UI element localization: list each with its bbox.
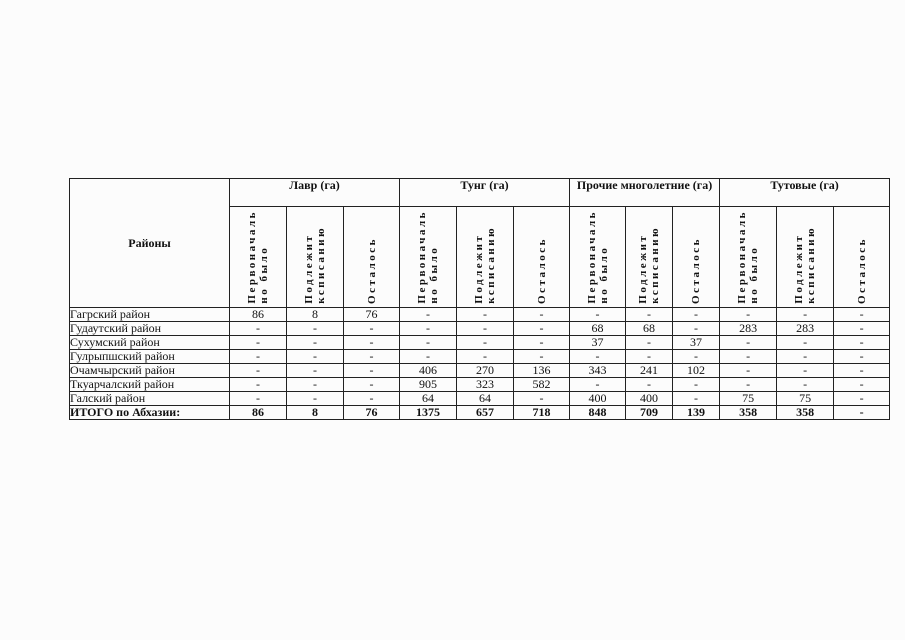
- crops-by-district-table: [69, 178, 890, 420]
- district-name: Очамчырский район: [70, 364, 230, 378]
- table-row: [70, 378, 890, 392]
- table-cell: -: [673, 392, 720, 406]
- table-cell: -: [720, 308, 777, 322]
- table-cell: -: [287, 336, 344, 350]
- table-cell: -: [626, 336, 673, 350]
- table-cell: 406: [400, 364, 457, 378]
- table-cell: 270: [457, 364, 514, 378]
- table-cell: -: [514, 308, 570, 322]
- table-cell: 68: [626, 322, 673, 336]
- table-cell: 68: [570, 322, 626, 336]
- district-name: Гагрский район: [70, 308, 230, 322]
- table-cell: -: [834, 336, 890, 350]
- district-name: Гулрыпшский район: [70, 350, 230, 364]
- table-cell: -: [457, 350, 514, 364]
- table-cell: -: [344, 322, 400, 336]
- table-cell: -: [287, 364, 344, 378]
- table-body: [70, 308, 890, 420]
- table-row: [70, 336, 890, 350]
- total-row: [70, 406, 890, 420]
- table-cell: -: [673, 378, 720, 392]
- table-cell: 343: [570, 364, 626, 378]
- table-cell: 86: [230, 308, 287, 322]
- group-header-mulberry: Тутовые (га): [720, 179, 890, 207]
- table-cell: -: [344, 364, 400, 378]
- district-name: Галский район: [70, 392, 230, 406]
- table-cell: 848: [570, 406, 626, 420]
- table-cell: -: [777, 308, 834, 322]
- table-cell: 64: [457, 392, 514, 406]
- table-cell: -: [834, 350, 890, 364]
- table-cell: -: [400, 336, 457, 350]
- table-cell: 718: [514, 406, 570, 420]
- table-cell: -: [720, 336, 777, 350]
- table-cell: -: [777, 378, 834, 392]
- table-cell: -: [287, 350, 344, 364]
- subheader-remaining: Осталось: [834, 207, 890, 308]
- table-cell: -: [570, 378, 626, 392]
- subheader-remaining: Осталось: [673, 207, 720, 308]
- table-cell: 657: [457, 406, 514, 420]
- table-cell: -: [720, 350, 777, 364]
- table-cell: 37: [570, 336, 626, 350]
- table-cell: -: [834, 322, 890, 336]
- group-header-other-perennials: Прочие многолетние (га): [570, 179, 720, 207]
- table-cell: 8: [287, 308, 344, 322]
- table-cell: -: [834, 364, 890, 378]
- table-cell: -: [626, 308, 673, 322]
- table-cell: 37: [673, 336, 720, 350]
- table-cell: 400: [626, 392, 673, 406]
- table-cell: 139: [673, 406, 720, 420]
- table-cell: -: [834, 406, 890, 420]
- table-row: [70, 392, 890, 406]
- table-cell: -: [626, 378, 673, 392]
- table-cell: -: [230, 336, 287, 350]
- table-cell: -: [344, 350, 400, 364]
- table-cell: 64: [400, 392, 457, 406]
- table-cell: 76: [344, 308, 400, 322]
- table-cell: 358: [720, 406, 777, 420]
- table-cell: 102: [673, 364, 720, 378]
- subheader-to-write-off: Подлежит ксписанию: [457, 207, 514, 308]
- group-header-row: [70, 179, 890, 207]
- table-cell: -: [514, 350, 570, 364]
- table-cell: -: [287, 378, 344, 392]
- table-cell: 136: [514, 364, 570, 378]
- table-cell: -: [400, 322, 457, 336]
- table-cell: -: [777, 350, 834, 364]
- table-cell: -: [777, 336, 834, 350]
- subheader-to-write-off: Подлежит ксписанию: [777, 207, 834, 308]
- subheader-initial: Первоначаль но было: [230, 207, 287, 308]
- table-cell: -: [514, 392, 570, 406]
- total-label: ИТОГО по Абхазии:: [70, 406, 230, 420]
- table-cell: -: [344, 378, 400, 392]
- subheader-remaining: Осталось: [344, 207, 400, 308]
- table-cell: -: [457, 308, 514, 322]
- table-row: [70, 364, 890, 378]
- table-cell: 75: [720, 392, 777, 406]
- table-cell: -: [230, 392, 287, 406]
- table-row: [70, 308, 890, 322]
- group-header-lavr: Лавр (га): [230, 179, 400, 207]
- table-cell: -: [626, 350, 673, 364]
- table-cell: -: [673, 308, 720, 322]
- table-cell: -: [230, 350, 287, 364]
- table-cell: -: [400, 350, 457, 364]
- table-cell: -: [720, 364, 777, 378]
- subheader-to-write-off: Подлежит ксписанию: [626, 207, 673, 308]
- subheader-remaining: Осталось: [514, 207, 570, 308]
- table-cell: -: [230, 364, 287, 378]
- table-cell: 1375: [400, 406, 457, 420]
- districts-column-header: Районы: [70, 179, 230, 308]
- table-cell: -: [777, 364, 834, 378]
- table-cell: -: [834, 392, 890, 406]
- district-name: Ткуарчалский район: [70, 378, 230, 392]
- table-cell: 323: [457, 378, 514, 392]
- table-cell: 76: [344, 406, 400, 420]
- table-cell: 86: [230, 406, 287, 420]
- table-cell: 283: [777, 322, 834, 336]
- subheader-initial: Первоначаль но было: [720, 207, 777, 308]
- table-cell: 8: [287, 406, 344, 420]
- table-cell: 75: [777, 392, 834, 406]
- table-cell: -: [287, 392, 344, 406]
- table-cell: 358: [777, 406, 834, 420]
- subheader-to-write-off: Подлежит ксписанию: [287, 207, 344, 308]
- table-cell: -: [514, 336, 570, 350]
- group-header-tung: Тунг (га): [400, 179, 570, 207]
- table-cell: -: [457, 336, 514, 350]
- table-cell: -: [344, 392, 400, 406]
- table-cell: -: [673, 322, 720, 336]
- table-cell: 582: [514, 378, 570, 392]
- table-cell: -: [570, 350, 626, 364]
- table-cell: 283: [720, 322, 777, 336]
- table-row: [70, 350, 890, 364]
- table-cell: -: [570, 308, 626, 322]
- table-row: [70, 322, 890, 336]
- subheader-initial: Первоначаль но было: [400, 207, 457, 308]
- table-cell: -: [400, 308, 457, 322]
- table-cell: -: [457, 322, 514, 336]
- table-cell: -: [287, 322, 344, 336]
- table-cell: -: [673, 350, 720, 364]
- table-cell: -: [230, 378, 287, 392]
- subheader-initial: Первоначаль но было: [570, 207, 626, 308]
- table-cell: -: [514, 322, 570, 336]
- district-name: Сухумский район: [70, 336, 230, 350]
- table-cell: 905: [400, 378, 457, 392]
- table-cell: 709: [626, 406, 673, 420]
- table-cell: -: [230, 322, 287, 336]
- table-cell: -: [834, 378, 890, 392]
- table-cell: 241: [626, 364, 673, 378]
- table-cell: -: [834, 308, 890, 322]
- table-cell: 400: [570, 392, 626, 406]
- table-cell: -: [720, 378, 777, 392]
- table-cell: -: [344, 336, 400, 350]
- district-name: Гудаутский район: [70, 322, 230, 336]
